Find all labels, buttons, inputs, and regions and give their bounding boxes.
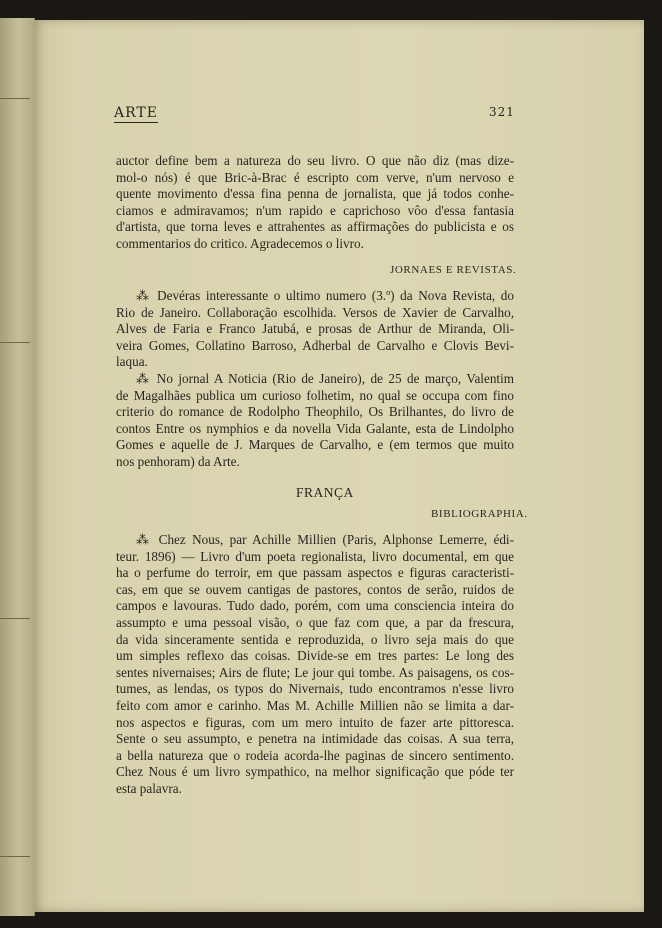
text-line: commentarios do critico. Agradecemos o livro.	[116, 235, 364, 251]
text-line: da vida sinceramente sentida e reproduzida, o livro seja mais do que	[116, 631, 514, 647]
text-line: feito com amor e carinho. Mas M. Achille Millien não se limita a dar-	[116, 697, 514, 713]
running-head: ARTE	[114, 105, 158, 121]
text-line: de Magalhães publica um curioso folhetim, no qual se occupa com fino	[116, 387, 514, 403]
text-line: ⁂ No jornal A Noticia (Rio de Janeiro), de 25 de março, Valentim	[136, 370, 514, 386]
page-number: 321	[489, 105, 515, 119]
france-title: FRANÇA	[296, 485, 354, 500]
text-line: laqua.	[116, 354, 148, 370]
text-line: nos penhoram) da Arte.	[116, 453, 240, 469]
text-line: mol-o nós) é que Bric-à-Brac é escripto com verve, n'um nervoso e	[116, 169, 514, 185]
text-line: tumes, as lendas, os typos do Nivernais, tudo encontramos n'esse livro	[116, 681, 514, 697]
text-line: esta palavra.	[116, 780, 182, 796]
text-line: nos aspectos e figuras, com um mero intuito de fazer arte pittoresca.	[116, 714, 514, 730]
section-heading-bibliographia: BIBLIOGRAPHIA.	[431, 508, 528, 520]
text-line: assumpto e uma pessoal visão, o que faz com que, a par da frescura,	[116, 614, 514, 630]
text-line: auctor define bem a natureza do seu livro. O que não diz (mas dize-	[116, 153, 514, 168]
text-line: um simples reflexo das coisas. Divide-se em tres partes: Le long des	[116, 648, 514, 664]
text-line: teur. 1896) — Livro d'um poeta regionalista, livro documental, em que	[116, 548, 514, 564]
text-line: a bella natureza que o rodeia acorda-lhe paginas de sincero sentimento.	[116, 747, 514, 763]
section-heading-jornaes: JORNAES E REVISTAS.	[390, 264, 517, 276]
intro-paragraph	[116, 153, 514, 253]
text-line: Alves de Faria e Franco Jatubá, e prosas de Arthur de Miranda, Oli-	[116, 321, 514, 337]
text-line: cas, em que se ouvem cantigas de pastores, contos de serão, ruidos de	[116, 581, 514, 597]
jornaes-paragraphs	[116, 288, 514, 471]
book-page	[34, 20, 644, 912]
left-page-rule	[0, 618, 30, 619]
text-line: ciamos e admiravamos; n'um rapido e caprichoso vôo d'essa fantasia	[116, 202, 514, 218]
text-line: d'artista, que torna leves e attrahentes as affirmações do publicista e os	[116, 219, 514, 235]
text-line: Chez Nous é um livro sympathico, na melhor significação que póde ter	[116, 764, 514, 780]
left-page-rule	[0, 856, 30, 857]
bibliographia-paragraph	[116, 532, 514, 798]
text-line: sentes nivernaises; Airs de flute; Le jour qui tombe. As paisagens, os cos-	[116, 664, 514, 680]
left-page-edge	[0, 18, 35, 916]
left-page-rule	[0, 98, 30, 99]
text-line: veira Gomes, Collatino Barroso, Adherbal de Carvalho e Clovis Bevi-	[116, 337, 514, 353]
text-line: Gomes e aquelle de J. Marques de Carvalho, e (em termos que muito	[116, 437, 514, 453]
text-line: ha o perfume do terroir, em que passam aspectos e figuras caracteristi-	[116, 565, 514, 581]
text-line: criterio do romance de Rodolpho Theophilo, Os Brilhantes, do livro de	[116, 404, 514, 420]
text-line: ⁂ Chez Nous, par Achille Millien (Paris, Alphonse Lemerre, édi-	[136, 532, 514, 547]
text-line: contos Entre os nymphios e da novella Vida Galante, esta de Lindolpho	[116, 420, 514, 436]
text-line: quente movimento d'essa fina penna de jornalista, que já todos conhe-	[116, 186, 514, 202]
text-line: campos e lavouras. Tudo dado, porém, com uma consciencia inteira do	[116, 598, 514, 614]
text-line: ⁂ Devéras interessante o ultimo numero (3.º) da Nova Revista, do	[136, 288, 514, 303]
text-line: Rio de Janeiro. Collaboração escolhida. Versos de Xavier de Carvalho,	[116, 304, 514, 320]
text-line: Sente o seu assumpto, e penetra na intimidade das coisas. A sua terra,	[116, 731, 514, 747]
left-page-rule	[0, 342, 30, 343]
